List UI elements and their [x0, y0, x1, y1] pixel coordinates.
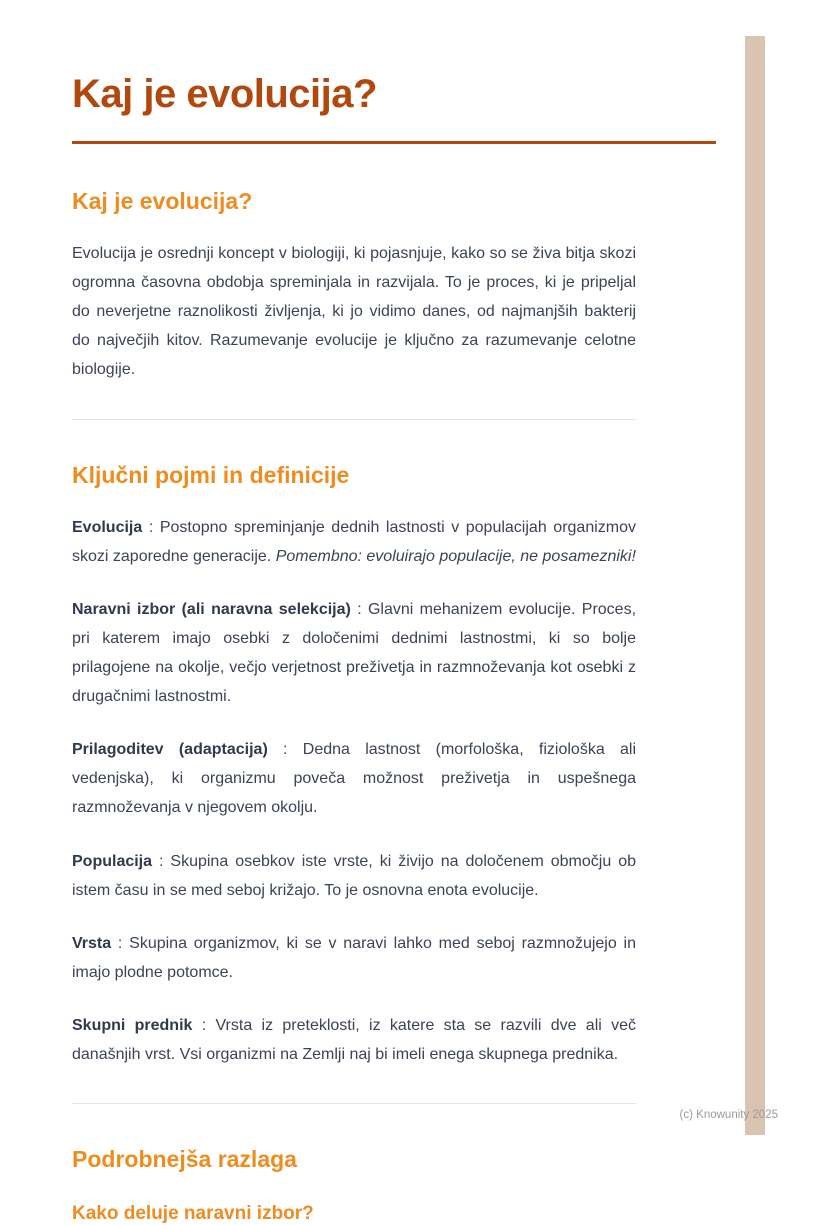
definition-text: : Dedna lastnost (morfološka, fiziološka ali vedenjska), ki organizmu poveča možnost preživetja in uspešnega razmnoževanja v njegovem okolju.	[72, 741, 637, 817]
definition-term: Evolucija	[72, 518, 143, 536]
definition-text: : Vrsta iz preteklosti, iz katere sta se razvili dve ali več današnjih vrst. Vsi organizmi na Zemlji naj bi imeli enega skupnega prednika.	[72, 1016, 636, 1064]
definition-item	[72, 847, 636, 905]
intro-paragraph: Evolucija je osrednji koncept v biologiji, ki pojasnjuje, kako so se živa bitja skozi ogromna časovna obdobja spreminjala in razvijala. To je proces, ki je pripeljal do neverjetne raznolikosti življenja, ki jo vidimo danes, od najmanjših bakterij do največjih kitov. Razumevanje evolucije je ključno za razumevanje celotne biologije.	[72, 245, 636, 379]
section-definitions	[72, 462, 716, 1070]
section-divider	[72, 419, 636, 420]
definition-item	[72, 735, 636, 822]
definition-term: Vrsta	[72, 934, 112, 952]
definition-term: Skupni prednik	[72, 1016, 193, 1034]
title-rule	[72, 141, 716, 144]
details-subheading: Kako deluje naravni izbor?	[72, 1203, 314, 1225]
section-intro	[72, 188, 716, 385]
footer-credit: (c) Knowunity 2025	[679, 1109, 778, 1121]
definition-item	[72, 513, 636, 571]
definition-item	[72, 929, 636, 987]
document-content	[72, 0, 716, 1225]
section-details	[72, 1146, 716, 1225]
definition-text: : Skupina organizmov, ki se v naravi lahko med seboj razmnožujejo in imajo plodne potomce.	[72, 934, 636, 981]
definition-text: : Skupina osebkov iste vrste, ki živijo na določenem območju ob istem času in se med seboj križajo. To je osnovna enota evolucije.	[72, 852, 636, 899]
definition-note: Pomembno: evoluirajo populacije, ne posamezniki!	[275, 547, 636, 565]
definition-item	[72, 595, 636, 711]
definition-term: Prilagoditev (adaptacija)	[72, 741, 268, 759]
definition-item	[72, 1011, 636, 1069]
definition-text: : Postopno spreminjanje dednih lastnosti v populacijah organizmov skozi zaporedne generacije.	[72, 518, 636, 565]
definition-text: : Glavni mehanizem evolucije. Proces, pri katerem imajo osebki z določenimi dednimi lastnostmi, ki so bolje prilagojene na okolje, večjo verjetnost preživetja in razmnoževanja kot osebki z drugačnimi lastnostmi.	[72, 600, 637, 706]
details-heading: Podrobnejša razlaga	[72, 1146, 297, 1173]
definition-term: Naravni izbor (ali naravna selekcija)	[72, 600, 351, 618]
definition-term: Populacija	[72, 852, 153, 870]
side-ribbon	[745, 36, 765, 1135]
definitions-heading: Ključni pojmi in definicije	[72, 461, 350, 488]
page-title: Kaj je evolucija?	[72, 72, 377, 116]
section-divider	[72, 1103, 636, 1104]
intro-heading: Kaj je evolucija?	[72, 188, 253, 214]
